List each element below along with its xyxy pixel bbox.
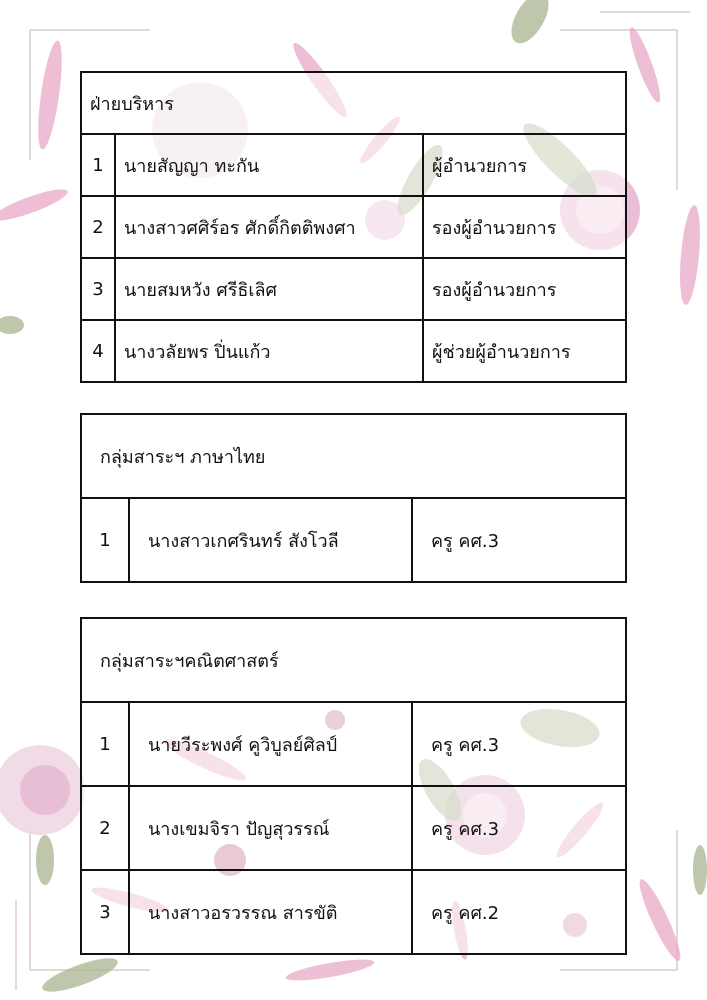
table-row bbox=[81, 498, 626, 582]
row-number: 3 bbox=[81, 870, 129, 954]
person-position: ผู้ช่วยผู้อำนวยการ bbox=[423, 320, 626, 382]
admin-title: ฝ่ายบริหาร bbox=[81, 72, 626, 134]
person-name: นายสมหวัง ศรีธิเลิศ bbox=[115, 258, 423, 320]
thai-dept-table bbox=[80, 413, 627, 583]
person-name: นางเขมจิรา ปัญสุวรรณ์ bbox=[129, 786, 412, 870]
person-name: นางสาวอรวรรณ สารขัติ bbox=[129, 870, 412, 954]
admin-header-row bbox=[81, 72, 626, 134]
row-number: 2 bbox=[81, 786, 129, 870]
math-dept-table bbox=[80, 617, 627, 955]
person-position: ครู คศ.3 bbox=[412, 498, 626, 582]
person-position: รองผู้อำนวยการ bbox=[423, 196, 626, 258]
table-row bbox=[81, 196, 626, 258]
person-name: นางสาวศศิร์อร ศักดิ์กิตติพงศา bbox=[115, 196, 423, 258]
person-name: นางวลัยพร ปิ่นแก้ว bbox=[115, 320, 423, 382]
person-name: นายสัญญา ทะกัน bbox=[115, 134, 423, 196]
row-number: 3 bbox=[81, 258, 115, 320]
table-row bbox=[81, 134, 626, 196]
thai-header-row bbox=[81, 414, 626, 498]
row-number: 1 bbox=[81, 498, 129, 582]
person-position: ครู คศ.3 bbox=[412, 786, 626, 870]
math-title: กลุ่มสาระฯคณิตศาสตร์ bbox=[81, 618, 626, 702]
row-number: 2 bbox=[81, 196, 115, 258]
thai-title: กลุ่มสาระฯ ภาษาไทย bbox=[81, 414, 626, 498]
table-row bbox=[81, 870, 626, 954]
row-number: 4 bbox=[81, 320, 115, 382]
person-name: นางสาวเกศรินทร์ สังโวลี bbox=[129, 498, 412, 582]
person-name: นายวีระพงศ์ คูวิบูลย์ศิลป์ bbox=[129, 702, 412, 786]
math-header-row bbox=[81, 618, 626, 702]
admin-table bbox=[80, 71, 627, 383]
table-row bbox=[81, 786, 626, 870]
person-position: ครู คศ.3 bbox=[412, 702, 626, 786]
table-row bbox=[81, 258, 626, 320]
table-row bbox=[81, 702, 626, 786]
row-number: 1 bbox=[81, 702, 129, 786]
person-position: รองผู้อำนวยการ bbox=[423, 258, 626, 320]
person-position: ผู้อำนวยการ bbox=[423, 134, 626, 196]
person-position: ครู คศ.2 bbox=[412, 870, 626, 954]
table-row bbox=[81, 320, 626, 382]
row-number: 1 bbox=[81, 134, 115, 196]
